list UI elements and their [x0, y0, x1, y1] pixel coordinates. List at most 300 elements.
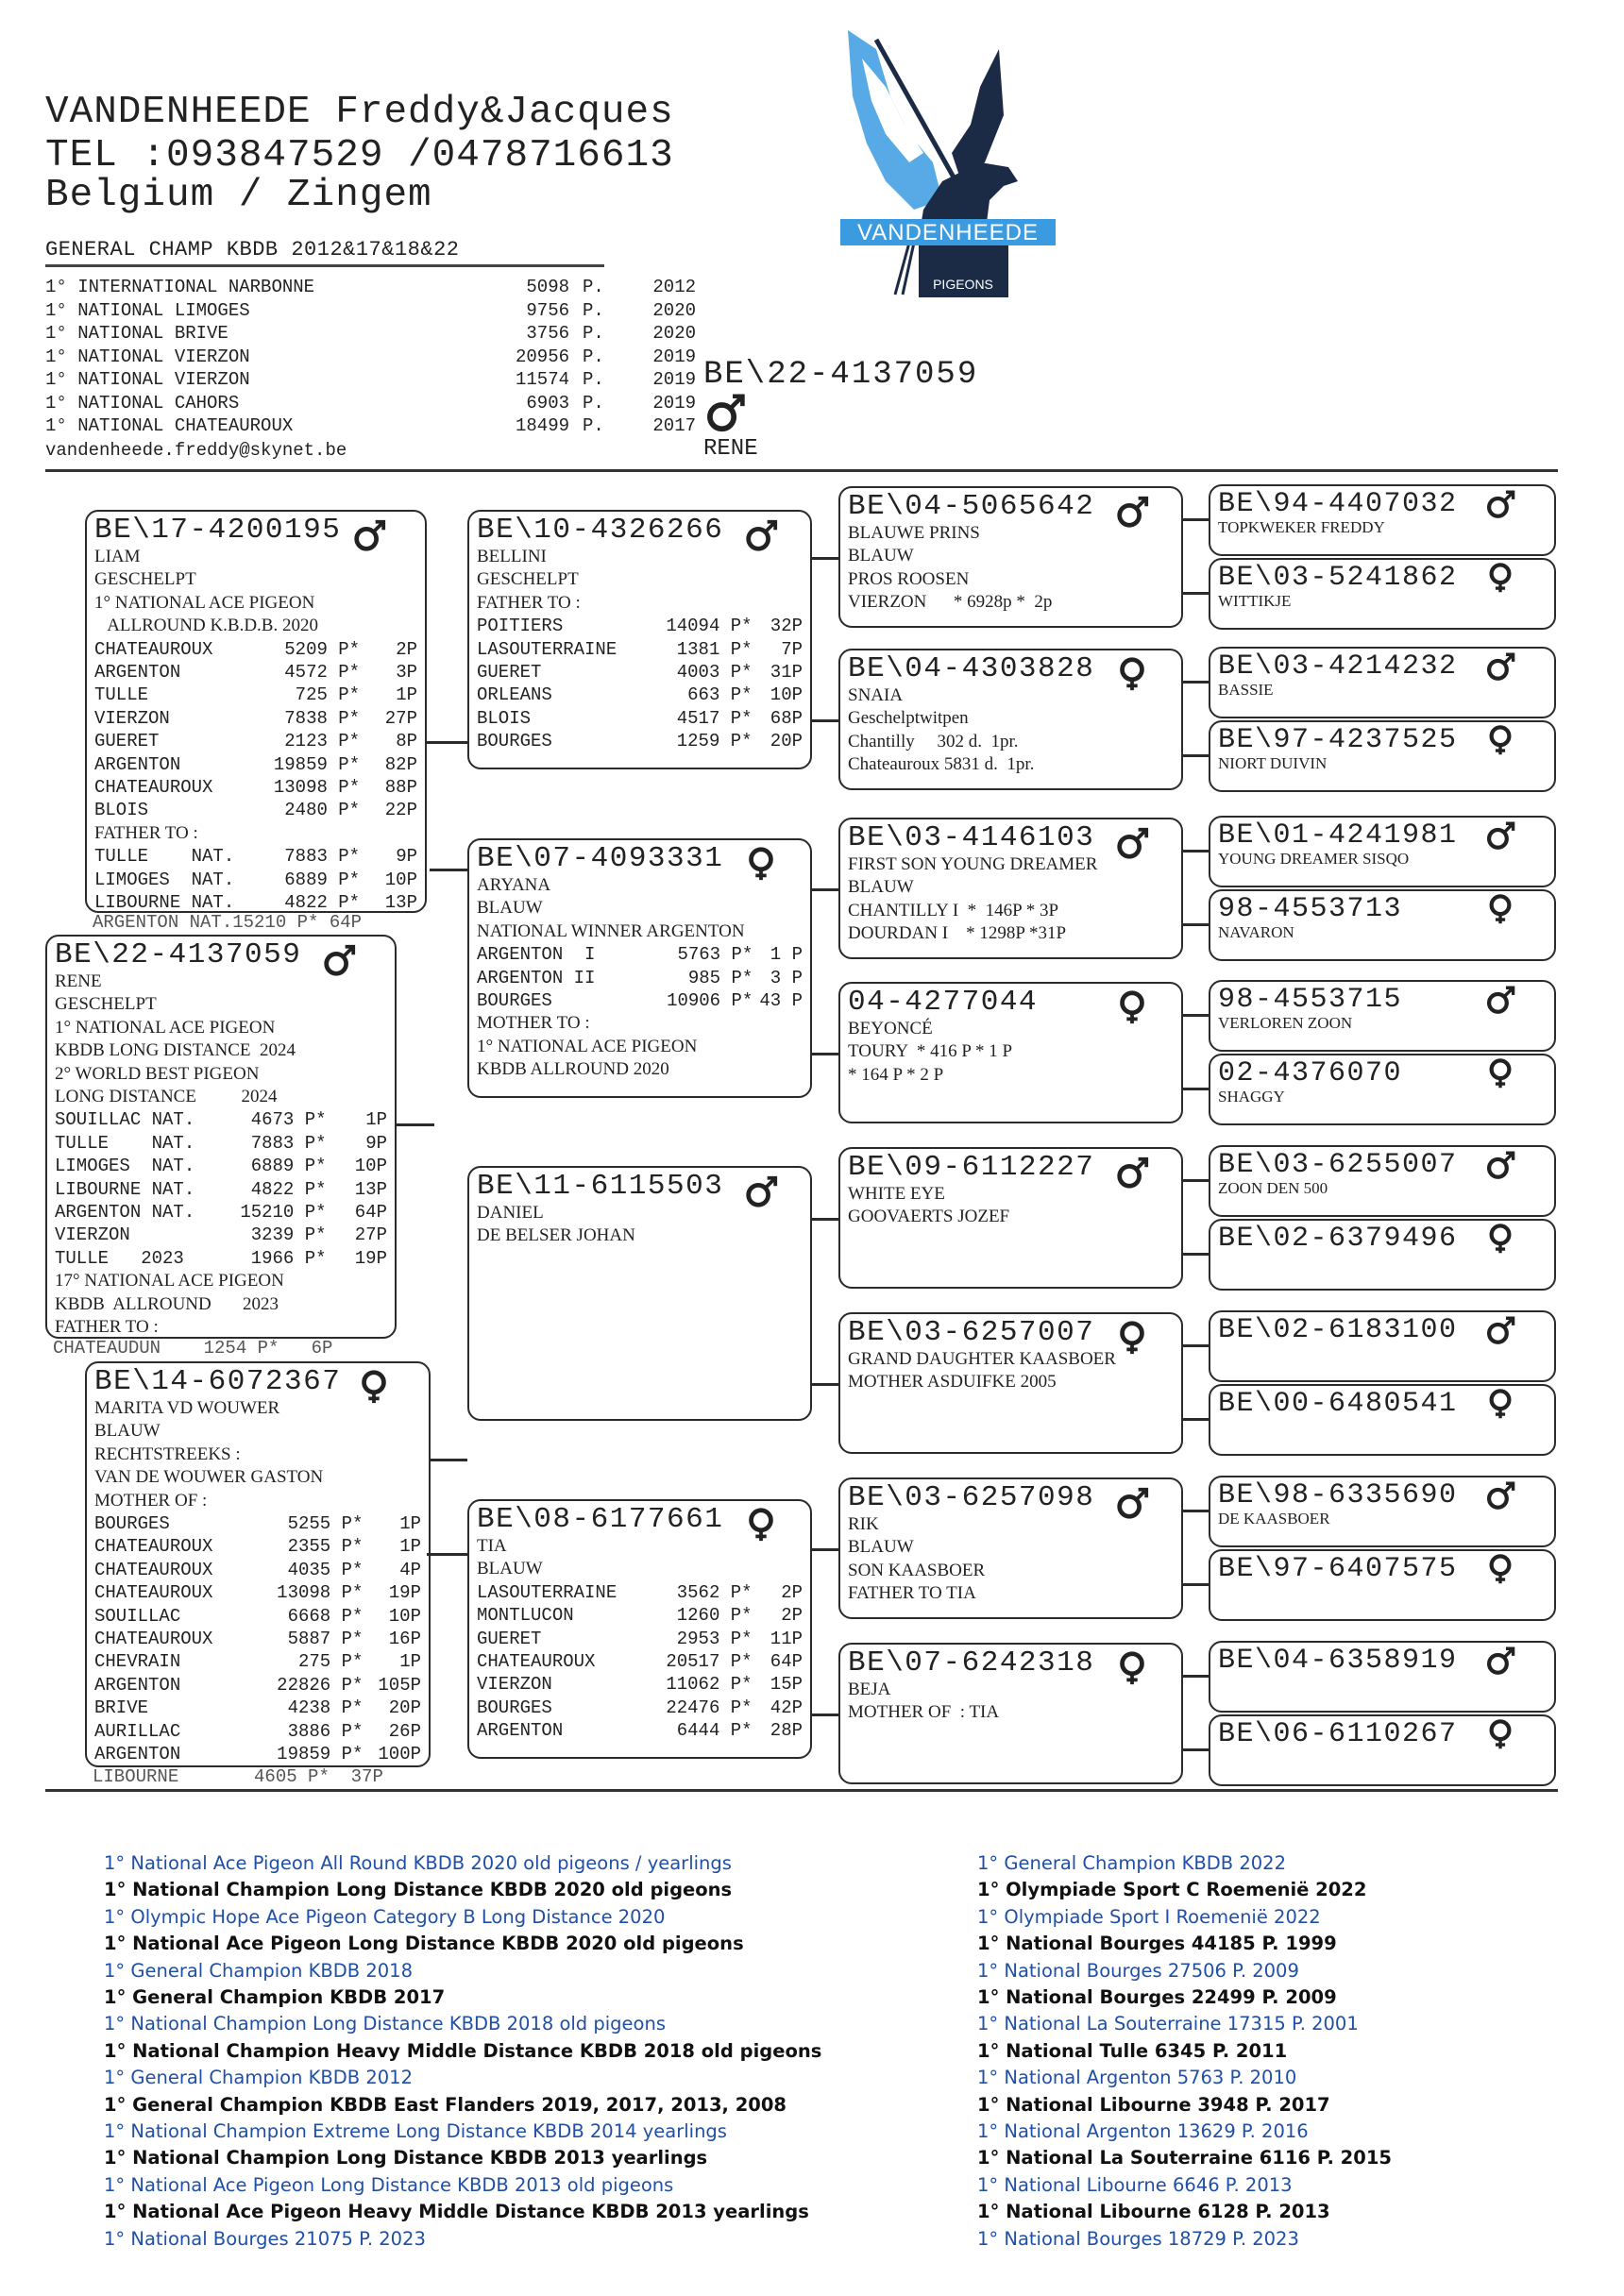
pigeon-name: NIORT DUIVIN [1218, 754, 1328, 772]
pigeon-info-line: GESCHELPT [477, 569, 579, 590]
race-name: TULLE NAT. [55, 1132, 195, 1154]
race-name: CHATEAUROUX [94, 777, 213, 799]
ring-number: BE\10-4326266 [477, 514, 724, 547]
win-row [45, 368, 696, 392]
result-row [94, 1697, 421, 1719]
male-symbol-icon [1484, 984, 1520, 1020]
race-name: BOURGES [94, 1513, 170, 1535]
race-name: GUERET [94, 731, 160, 752]
race-birds: 5255 P* [287, 1513, 364, 1535]
win-unit: P. [583, 277, 604, 297]
connector-line [812, 1053, 838, 1055]
achievement-line: 1° National Libourne 6128 P. 2013 [977, 2201, 1330, 2223]
race-place: 64P [354, 1202, 387, 1224]
male-symbol-icon [1484, 819, 1520, 855]
great-great-grandparent-box[interactable] [1209, 647, 1556, 718]
great-great-grandparent-box[interactable] [1209, 1219, 1556, 1291]
race-name: BLOIS [477, 707, 532, 729]
great-great-grandparent-box[interactable] [1209, 1145, 1556, 1217]
win-unit: P. [583, 392, 604, 414]
race-name: MONTLUCON [477, 1605, 574, 1627]
breeder-location: Belgium / Zingem [45, 174, 432, 217]
win-unit: P. [583, 323, 604, 344]
great-great-grandparent-box[interactable] [1209, 484, 1556, 556]
grandparent-box[interactable] [467, 1166, 812, 1421]
win-row [45, 299, 696, 323]
race-place: 64P [770, 1651, 804, 1673]
pigeon-name: NAVARON [1218, 923, 1294, 941]
race-place: 26P [388, 1720, 421, 1742]
result-row [55, 1178, 387, 1201]
result-row [477, 1581, 803, 1604]
win-year: 2020 [652, 299, 696, 321]
race-birds: 4517 P* [676, 707, 753, 729]
achievement-line: 1° Olympic Hope Ace Pigeon Category B Long Distance 2020 [104, 1905, 666, 1928]
race-name: BLOIS [94, 800, 149, 821]
great-great-grandparent-box[interactable] [1209, 889, 1556, 961]
result-row [477, 1719, 803, 1742]
win-count: 18499 [515, 415, 569, 436]
race-birds: 6889 P* [284, 869, 361, 890]
race-name: ARGENTON [94, 1674, 181, 1696]
great-great-grandparent-box[interactable] [1209, 1641, 1556, 1713]
pigeon-info-line: * 164 P * 2 P [848, 1064, 944, 1085]
achievement-line: 1° National Libourne 6646 P. 2013 [977, 2173, 1293, 2196]
achievement-line: 1° National Bourges 21075 P. 2023 [104, 2227, 426, 2250]
great-great-grandparent-box[interactable] [1209, 816, 1556, 887]
race-birds: 2480 P* [284, 800, 361, 821]
result-row [94, 684, 417, 706]
pigeon-info-line: BLAUW [94, 1421, 161, 1442]
achievement-line: 1° General Champion KBDB East Flanders 2019, 2017, 2013, 2008 [104, 2093, 787, 2116]
race-place: 31P [770, 662, 804, 684]
result-row [94, 845, 417, 868]
race-name: CHATEAUROUX [477, 1651, 596, 1673]
ring-number: BE\00-6480541 [1218, 1388, 1458, 1420]
result-row [94, 1512, 421, 1535]
ring-number: BE\01-4241981 [1218, 819, 1458, 852]
race-birds: 22826 P* [277, 1674, 364, 1696]
achievement-line: 1° National La Souterraine 17315 P. 2001 [977, 2013, 1359, 2035]
achievement-line: 1° National Champion Extreme Long Distance KBDB 2014 yearlings [104, 2120, 727, 2143]
great-great-grandparent-box[interactable] [1209, 1714, 1556, 1786]
win-year: 2012 [652, 277, 696, 297]
great-great-grandparent-box[interactable] [1209, 720, 1556, 792]
connector-line [812, 1383, 838, 1386]
achievement-line: 1° National Bourges 22499 P. 2009 [977, 1986, 1337, 2009]
race-birds: 3886 P* [287, 1720, 364, 1742]
race-place: 2P [781, 1581, 804, 1603]
result-row [477, 1628, 803, 1650]
race-place: 7P [781, 638, 804, 660]
achievement-line: 1° National Champion Long Distance KBDB 2013 yearlings [104, 2147, 708, 2169]
result-row [55, 1155, 387, 1177]
female-symbol-icon [1484, 1223, 1520, 1258]
achievement-line: 1° National Champion Long Distance KBDB 2020 old pigeons [104, 1879, 733, 1901]
connector-line [1183, 1344, 1209, 1347]
male-symbol-icon [1114, 825, 1150, 861]
pigeon-info-line: BLAUW [848, 1537, 914, 1558]
achievement-line: 1° National Libourne 3948 P. 2017 [977, 2093, 1330, 2116]
pigeon-name: VERLOREN ZOON [1218, 1014, 1353, 1032]
race-name: CHATEAUROUX [94, 638, 213, 660]
race-birds: 7883 P* [250, 1132, 327, 1154]
race-birds: 19859 P* [277, 1744, 364, 1765]
ring-number: BE\02-6379496 [1218, 1223, 1458, 1255]
race-place: 13P [354, 1178, 387, 1200]
achievement-line: 1° National Ace Pigeon Heavy Middle Distance KBDB 2013 yearlings [104, 2201, 809, 2223]
pigeon-info-line: GRAND DAUGHTER KAASBOER [848, 1349, 1116, 1369]
race-place: 105P [378, 1674, 421, 1696]
ring-number: BE\06-6110267 [1218, 1718, 1458, 1750]
win-unit: P. [583, 346, 604, 367]
race-name: BOURGES [477, 1697, 552, 1718]
race-place: 10P [384, 869, 417, 890]
connector-line [812, 557, 838, 560]
race-place: 16P [388, 1629, 421, 1650]
race-name: ARGENTON [94, 753, 181, 775]
male-symbol-icon [1114, 494, 1150, 530]
great-grandparent-box[interactable] [838, 1147, 1183, 1289]
result-row [477, 989, 803, 1012]
race-place: 82P [384, 753, 417, 775]
female-symbol-icon [1114, 1650, 1150, 1686]
connector-line [1183, 1253, 1209, 1256]
race-name: ARGENTON [94, 662, 181, 684]
ring-number: BE\94-4407032 [1218, 488, 1458, 520]
pigeon-info-line: FATHER TO : [477, 592, 581, 613]
pigeon-info-line: DE BELSER JOHAN [477, 1225, 635, 1246]
pigeon-info-line: NATIONAL WINNER ARGENTON [477, 920, 745, 941]
race-place: 19P [354, 1247, 387, 1269]
connector-line [812, 888, 838, 891]
race-birds: 4822 P* [250, 1178, 327, 1200]
connector-line [427, 741, 467, 744]
race-place: 1 P [770, 944, 803, 966]
race-birds: 6889 P* [250, 1156, 327, 1177]
pigeon-info-line: KBDB LONG DISTANCE 2024 [55, 1040, 296, 1061]
pigeon-info-line: TIA [477, 1536, 507, 1556]
great-great-grandparent-box[interactable] [1209, 1054, 1556, 1125]
result-row [477, 1650, 803, 1673]
race-place: 9P [365, 1132, 387, 1154]
sire-box[interactable] [85, 510, 427, 913]
race-birds: 4238 P* [287, 1697, 364, 1719]
pigeon-info-line: Chateauroux 5831 d. 1pr. [848, 754, 1035, 775]
race-name: LASOUTERRAINE [477, 638, 617, 660]
race-birds: 4673 P* [250, 1109, 327, 1131]
ring-number: BE\17-4200195 [94, 514, 342, 547]
pigeon-info-line: MOTHER OF : [94, 1490, 208, 1511]
pigeon-info-line: BEYONCÉ [848, 1019, 933, 1038]
great-grandparent-box[interactable] [838, 818, 1183, 959]
female-symbol-icon [1484, 893, 1520, 929]
race-birds: 3562 P* [676, 1581, 753, 1603]
great-grandparent-box[interactable] [838, 982, 1183, 1123]
win-unit: P. [583, 369, 604, 390]
pigeon-info-line: MOTHER ASDUIFKE 2005 [848, 1372, 1057, 1393]
grandparent-box[interactable] [467, 510, 812, 769]
male-symbol-icon [1114, 1155, 1150, 1190]
ring-number: BE\08-6177661 [477, 1503, 724, 1536]
race-name: BOURGES [477, 731, 552, 752]
ring-number: BE\03-6257098 [848, 1481, 1095, 1514]
ring-number: BE\97-4237525 [1218, 724, 1458, 756]
result-row [94, 799, 417, 821]
pigeon-info-line: ARYANA [477, 875, 551, 895]
top-divider [45, 469, 1558, 472]
pigeon-info-line: ALLROUND K.B.D.B. 2020 [94, 616, 318, 636]
race-name: LIBOURNE NAT. [94, 892, 235, 914]
ring-number: BE\04-5065642 [848, 490, 1095, 523]
achievements-right [977, 1850, 1392, 2253]
ring-number: BE\07-6242318 [848, 1646, 1095, 1680]
bottom-divider [45, 1789, 1558, 1792]
race-name: ORLEANS [477, 684, 552, 706]
female-symbol-icon [1114, 1320, 1150, 1356]
result-row [94, 661, 417, 684]
ring-number: 98-4553713 [1218, 893, 1403, 925]
pigeon-info-line: GESCHELPT [94, 569, 196, 590]
win-year: 2019 [652, 392, 696, 414]
result-row [477, 638, 803, 661]
race-birds: 10906 P* [667, 990, 753, 1012]
race-place: 42P [770, 1697, 804, 1718]
female-symbol-icon [1114, 656, 1150, 692]
win-row [45, 276, 696, 299]
pigeon-name: ZOON DEN 500 [1218, 1179, 1328, 1197]
race-name: AURILLAC [94, 1720, 181, 1742]
race-name: GUERET [477, 1628, 542, 1649]
pigeon-info-line: PROS ROOSEN [848, 568, 970, 589]
connector-line [1183, 1088, 1209, 1090]
race-place: 43 P [759, 990, 803, 1012]
result-row [55, 1224, 387, 1246]
pigeon-name: YOUNG DREAMER SISQO [1218, 850, 1410, 868]
race-birds: 7838 P* [284, 707, 361, 729]
achievements-left [104, 1850, 821, 2253]
achievement-line: 1° National Ace Pigeon All Round KBDB 2020 old pigeons / yearlings [104, 1852, 732, 1874]
pigeon-info-line: BLAUW [848, 546, 914, 566]
achievement-line: 1° General Champion KBDB 2012 [104, 2067, 413, 2089]
race-place: 100P [378, 1744, 421, 1765]
breeder-phone: TEL :093847529 /0478716613 [45, 134, 674, 177]
race-place: 20P [770, 731, 804, 752]
race-name: ARGENTON [94, 1744, 181, 1765]
result-row [55, 1247, 387, 1270]
ring-number: BE\03-6257007 [848, 1316, 1095, 1349]
race-place: 10P [388, 1605, 421, 1627]
achievement-line: 1° National Bourges 18729 P. 2023 [977, 2227, 1299, 2250]
win-count: 9756 [526, 299, 569, 321]
grandparent-box[interactable] [467, 1499, 812, 1759]
race-name: TULLE 2023 [55, 1247, 184, 1269]
great-grandparent-box[interactable] [838, 1477, 1183, 1619]
vandenheede-logo [820, 21, 1074, 304]
race-place: 2P [781, 1605, 804, 1627]
great-grandparent-box[interactable] [838, 1643, 1183, 1784]
ring-number: BE\03-4146103 [848, 821, 1095, 854]
race-place: 1P [365, 1109, 387, 1131]
male-symbol-icon [1484, 1149, 1520, 1185]
race-birds: 985 P* [687, 967, 753, 988]
race-name: LIBOURNE NAT. [55, 1178, 195, 1200]
male-symbol-icon [1484, 1314, 1520, 1350]
female-symbol-icon [1484, 1388, 1520, 1424]
pigeon-info-line: BLAUW [848, 877, 914, 898]
achievement-line: 1° National Ace Pigeon Long Distance KBDB 2020 old pigeons [104, 1933, 744, 1955]
result-row [477, 1604, 803, 1627]
pigeon-name: BASSIE [1218, 681, 1274, 699]
result-row [477, 684, 803, 706]
pigeon-info-line: MARITA VD WOUWER [94, 1398, 280, 1418]
race-name: ARGENTON [477, 1720, 564, 1742]
race-name: ARGENTON NAT. [55, 1202, 195, 1224]
champion-title-rule [45, 264, 604, 267]
great-great-grandparent-box[interactable] [1209, 1310, 1556, 1382]
result-row [94, 1605, 421, 1628]
race-place: 4P [399, 1559, 421, 1580]
result-row [94, 638, 417, 661]
race-birds: 4572 P* [284, 662, 361, 684]
ring-number: 02-4376070 [1218, 1057, 1403, 1089]
pigeon-info-line: Chantilly 302 d. 1pr. [848, 731, 1019, 751]
race-birds: 11062 P* [666, 1674, 753, 1696]
dam-box[interactable] [85, 1361, 431, 1767]
win-unit: P. [583, 299, 604, 321]
achievement-line: 1° General Champion KBDB 2018 [104, 1959, 413, 1982]
result-row [477, 943, 803, 966]
pigeon-info-line: VIERZON * 6928p * 2p [848, 592, 1053, 613]
race-name: POITIERS [477, 616, 564, 637]
race-place: 3P [396, 662, 417, 684]
win-title: 1° INTERNATIONAL NARBONNE [45, 277, 315, 297]
great-great-grandparent-box[interactable] [1209, 1384, 1556, 1456]
win-count: 5098 [526, 277, 569, 297]
connector-line [1183, 1675, 1209, 1678]
pigeon-info-line: MOTHER OF : TIA [848, 1702, 1000, 1723]
race-birds: 663 P* [687, 684, 753, 706]
connector-line [1183, 1583, 1209, 1586]
ring-number: BE\03-6255007 [1218, 1149, 1458, 1181]
ring-number: 98-4553715 [1218, 984, 1403, 1016]
result-row [94, 1581, 421, 1604]
win-unit: P. [583, 415, 604, 436]
pigeon-info-line: 17° NATIONAL ACE PIGEON [55, 1271, 284, 1292]
race-birds: 15210 P* [240, 1202, 327, 1224]
great-grandparent-box[interactable] [838, 649, 1183, 790]
connector-line [1183, 681, 1209, 684]
email-link[interactable]: vandenheede.freddy@skynet.be [45, 440, 347, 461]
race-name: BOURGES [477, 990, 552, 1012]
overflow-result-line: ARGENTON NAT.15210 P* 64P [93, 912, 363, 933]
pigeon-info-line: DANIEL [477, 1203, 544, 1223]
female-symbol-icon [1484, 1553, 1520, 1589]
race-place: 27P [384, 707, 417, 729]
pigeon-info-line: LONG DISTANCE 2024 [55, 1087, 278, 1107]
race-place: 32P [770, 616, 804, 637]
race-name: CHATEAUROUX [94, 1582, 213, 1604]
connector-line [1183, 923, 1209, 926]
connector-line [1183, 1510, 1209, 1512]
race-birds: 3239 P* [250, 1224, 327, 1246]
male-symbol-icon [1484, 488, 1520, 524]
race-birds: 275 P* [297, 1651, 364, 1673]
pigeon-name: TOPKWEKER FREDDY [1218, 518, 1385, 536]
result-row [94, 1674, 421, 1697]
race-birds: 2355 P* [287, 1536, 364, 1558]
race-name: GUERET [477, 662, 542, 684]
result-row [477, 730, 803, 752]
connector-line [427, 1553, 467, 1556]
race-name: SOUILLAC NAT. [55, 1109, 195, 1131]
achievement-line: 1° National Argenton 5763 P. 2010 [977, 2067, 1297, 2089]
champion-title: GENERAL CHAMP KBDB 2012&17&18&22 [45, 238, 460, 262]
race-name: ARGENTON II [477, 967, 596, 988]
ring-number: 04-4277044 [848, 986, 1039, 1019]
overflow-result-line: CHATEAUDUN 1254 P* 6P [53, 1338, 333, 1359]
result-row [94, 869, 417, 891]
win-title: 1° NATIONAL VIERZON [45, 369, 250, 390]
pigeon-info-line: LIAM [94, 547, 141, 566]
great-grandparent-box[interactable] [838, 1312, 1183, 1454]
race-birds: 2123 P* [284, 731, 361, 752]
great-great-grandparent-box[interactable] [1209, 1549, 1556, 1621]
race-name: TULLE NAT. [94, 846, 235, 868]
female-symbol-icon [1484, 724, 1520, 760]
pigeon-info-line: SNAIA [848, 685, 904, 705]
race-name: VIERZON [94, 707, 170, 729]
pigeon-info-line: SON KAASBOER [848, 1560, 986, 1580]
win-count: 6903 [526, 392, 569, 414]
great-great-grandparent-box[interactable] [1209, 980, 1556, 1052]
great-great-grandparent-box[interactable] [1209, 1476, 1556, 1547]
grandparent-box[interactable] [467, 838, 812, 1098]
result-row [94, 776, 417, 799]
race-name: VIERZON [477, 1674, 552, 1696]
female-symbol-icon [1484, 1718, 1520, 1754]
pigeon-info-line: 1° NATIONAL ACE PIGEON [477, 1036, 698, 1056]
win-year: 2019 [652, 346, 696, 367]
result-row [477, 661, 803, 684]
connector-line [812, 1548, 838, 1551]
male-symbol-icon [351, 517, 387, 553]
win-row [45, 346, 696, 369]
connector-line [1183, 592, 1209, 595]
result-row [94, 1720, 421, 1743]
great-grandparent-box[interactable] [838, 486, 1183, 628]
subject-box[interactable] [45, 935, 397, 1339]
race-birds: 14094 P* [666, 616, 753, 637]
race-birds: 5887 P* [287, 1629, 364, 1650]
pigeon-info-line: GOOVAERTS JOZEF [848, 1207, 1010, 1227]
achievement-line: 1° National Argenton 13629 P. 2016 [977, 2120, 1309, 2143]
great-great-grandparent-box[interactable] [1209, 558, 1556, 630]
result-row [94, 753, 417, 776]
pigeon-info-line: KBDB ALLROUND 2020 [477, 1059, 669, 1080]
ring-number: BE\14-6072367 [94, 1365, 342, 1398]
pigeon-info-line: BEJA [848, 1680, 891, 1699]
connector-line [1183, 850, 1209, 853]
race-place: 9P [396, 846, 417, 868]
win-title: 1° NATIONAL LIMOGES [45, 299, 250, 321]
race-name: TULLE [94, 684, 149, 706]
win-year: 2017 [652, 415, 696, 436]
ring-number: BE\02-6183100 [1218, 1314, 1458, 1346]
race-name: CHEVRAIN [94, 1651, 181, 1673]
connector-line [812, 719, 838, 722]
race-birds: 20517 P* [666, 1651, 753, 1673]
